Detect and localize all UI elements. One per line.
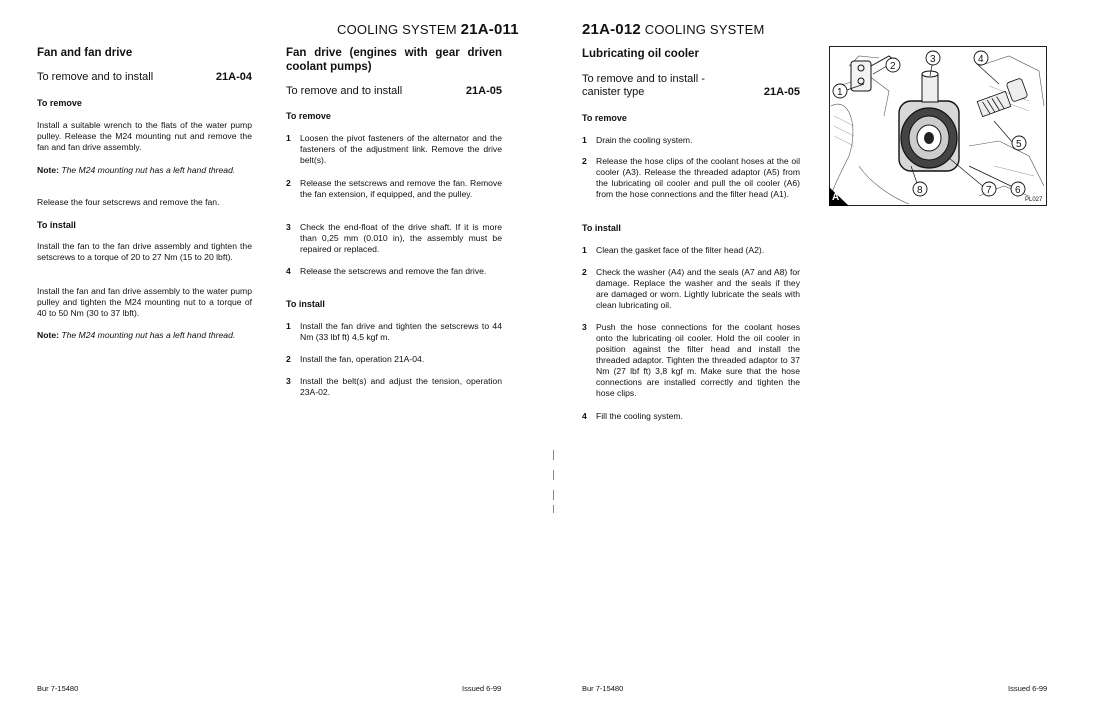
subheading-to-remove: To remove bbox=[286, 111, 331, 121]
reference-line bbox=[37, 71, 252, 85]
callout-5 bbox=[1012, 136, 1026, 150]
right-header-code: 21A-012 bbox=[582, 21, 641, 38]
step-text: Check the end-float of the drive shaft. If it is more than 0,25 mm (0.010 in), the assembly must be repaired or replaced. bbox=[300, 222, 502, 254]
step-number: 1 bbox=[582, 245, 587, 255]
reference-label: To remove and to install bbox=[37, 71, 154, 83]
oil-cooler-illustration bbox=[829, 46, 1047, 206]
gutter-mark bbox=[553, 490, 554, 500]
install-step bbox=[582, 267, 800, 311]
step-number: 4 bbox=[582, 411, 587, 421]
step-text: Fill the cooling system. bbox=[596, 411, 683, 421]
install-step bbox=[582, 245, 800, 256]
step-number: 3 bbox=[286, 222, 291, 232]
footer-document-number: Bur 7-15480 bbox=[37, 684, 79, 693]
step-text: Drain the cooling system. bbox=[596, 135, 693, 145]
note-label: Note: bbox=[37, 165, 59, 175]
step-text: Install the belt(s) and adjust the tension, operation 23A-02. bbox=[300, 376, 502, 397]
callout-6-label: 6 bbox=[1015, 185, 1021, 196]
paragraph: Install a suitable wrench to the flats of the water pump pulley. Release the M24 mounting nut and remove the fan and fan drive assembly. bbox=[37, 120, 252, 152]
right-header-section: COOLING SYSTEM bbox=[644, 22, 765, 37]
reference-code: 21A-04 bbox=[215, 71, 252, 83]
remove-step bbox=[286, 222, 502, 255]
note-text: The M24 mounting nut has a left hand thread. bbox=[61, 165, 236, 175]
left-header-section: COOLING SYSTEM bbox=[337, 22, 457, 37]
step-number: 4 bbox=[286, 266, 291, 276]
step-number: 2 bbox=[582, 267, 587, 277]
step-text: Install the fan drive and tighten the setscrews to 44 Nm (33 lbf ft) 4,5 kgf m. bbox=[300, 321, 502, 342]
callout-2 bbox=[886, 58, 900, 72]
callout-7-label: 7 bbox=[986, 185, 992, 196]
step-text: Release the hose clips of the coolant hoses at the oil cooler (A3). Release the threaded adaptor (A5) from the lubricating oil cooler and pull the oil cooler (A6) from the hose connections and the filter head (A1). bbox=[596, 156, 800, 199]
reference-label: To remove and to install bbox=[286, 85, 403, 97]
remove-step bbox=[286, 178, 502, 200]
step-text: Release the setscrews and remove the fan drive. bbox=[300, 266, 487, 276]
subheading-to-remove: To remove bbox=[582, 113, 627, 123]
step-text: Release the setscrews and remove the fan. Remove the fan extension, if equipped, and the pulley. bbox=[300, 178, 502, 199]
footer-issue-date: Issued 6-99 bbox=[1008, 684, 1048, 693]
install-step bbox=[582, 322, 800, 399]
reference-code: 21A-05 bbox=[763, 86, 800, 98]
callout-8-label: 8 bbox=[917, 185, 923, 196]
callout-3 bbox=[926, 51, 940, 65]
paragraph: Install the fan and fan drive assembly to the water pump pulley and tighten the M24 mounting nut to a torque of 40 to 50 Nm (30 to 37 lbft). bbox=[37, 286, 252, 318]
step-number: 2 bbox=[286, 354, 291, 364]
callout-6 bbox=[1011, 182, 1025, 196]
paragraph: Install the fan to the fan drive assembly and tighten the setscrews to a torque of 20 to 27 Nm (15 to 20 lbft). bbox=[37, 241, 252, 262]
paragraph: Release the four setscrews and remove the fan. bbox=[37, 197, 220, 207]
gutter-mark bbox=[553, 450, 554, 460]
section-title-oil-cooler: Lubricating oil cooler bbox=[582, 48, 699, 60]
reference-label: To remove and to install - bbox=[582, 73, 705, 85]
step-number: 1 bbox=[286, 133, 291, 143]
oil-cooler-body bbox=[899, 101, 959, 171]
remove-step bbox=[286, 266, 502, 277]
note-label: Note: bbox=[37, 330, 59, 340]
left-header-code: 21A-011 bbox=[460, 21, 519, 38]
subheading-to-install: To install bbox=[286, 299, 325, 309]
install-step bbox=[582, 411, 800, 422]
remove-step bbox=[286, 133, 502, 166]
footer-issue-date: Issued 6-99 bbox=[462, 684, 502, 693]
step-text: Check the washer (A4) and the seals (A7 and A8) for damage. Replace the washer and the seals if they are damaged or worn. Lightly lubricate the seals with clean lubricating oil. bbox=[596, 267, 800, 310]
install-step bbox=[286, 321, 502, 343]
callout-5-label: 5 bbox=[1016, 139, 1022, 150]
figure-code: PL027 bbox=[1025, 197, 1043, 203]
install-step bbox=[286, 376, 502, 398]
note bbox=[37, 165, 252, 176]
callout-7 bbox=[982, 182, 996, 196]
step-number: 3 bbox=[286, 376, 291, 386]
subheading-to-install: To install bbox=[37, 220, 76, 230]
step-text: Clean the gasket face of the filter head (A2). bbox=[596, 245, 765, 255]
step-number: 3 bbox=[582, 322, 587, 332]
step-text: Push the hose connections for the coolant hoses onto the lubricating oil cooler. Hold the oil cooler in position against the filter head and install the threaded adaptor. Tighten the threaded adaptor to 37 Nm (27 lbf ft) 3,8 kgf m. Make sure that the hose connections are installed correctly and tighten the hose clips. bbox=[596, 322, 800, 398]
step-number: 1 bbox=[286, 321, 291, 331]
install-step bbox=[286, 354, 502, 365]
oil-cooler-figure bbox=[829, 46, 1047, 206]
reference-line bbox=[582, 73, 800, 101]
section-title-fan-drive-gear: Fan drive (engines with gear driven coolant pumps) bbox=[286, 47, 502, 73]
note bbox=[37, 330, 252, 341]
step-text: Install the fan, operation 21A-04. bbox=[300, 354, 425, 364]
step-text: Loosen the pivot fasteners of the alternator and the fasteners of the adjustment link. Remove the drive belt(s). bbox=[300, 133, 502, 165]
callout-4-label: 4 bbox=[978, 54, 984, 65]
gutter-mark bbox=[553, 505, 554, 513]
reference-line bbox=[286, 85, 502, 99]
step-number: 2 bbox=[286, 178, 291, 188]
callout-1-label: 1 bbox=[837, 87, 843, 98]
step-number: 2 bbox=[582, 156, 587, 166]
remove-step bbox=[582, 135, 800, 146]
gutter-mark bbox=[553, 470, 554, 480]
callout-4 bbox=[974, 51, 988, 65]
subheading-to-install: To install bbox=[582, 223, 621, 233]
reference-label: canister type bbox=[582, 86, 645, 98]
section-title-fan-drive: Fan and fan drive bbox=[37, 47, 133, 59]
figure-corner-label: A bbox=[832, 192, 840, 203]
callout-8 bbox=[913, 182, 927, 196]
step-number: 1 bbox=[582, 135, 587, 145]
remove-step bbox=[582, 156, 800, 200]
callout-2-label: 2 bbox=[890, 61, 896, 72]
note-text: The M24 mounting nut has a left hand thread. bbox=[61, 330, 236, 340]
left-page-header bbox=[337, 21, 519, 38]
subheading-to-remove: To remove bbox=[37, 98, 82, 108]
reference-code: 21A-05 bbox=[465, 85, 502, 97]
right-page-header bbox=[582, 21, 765, 38]
footer-document-number: Bur 7-15480 bbox=[582, 684, 624, 693]
callout-1 bbox=[833, 84, 847, 98]
callout-3-label: 3 bbox=[930, 54, 936, 65]
